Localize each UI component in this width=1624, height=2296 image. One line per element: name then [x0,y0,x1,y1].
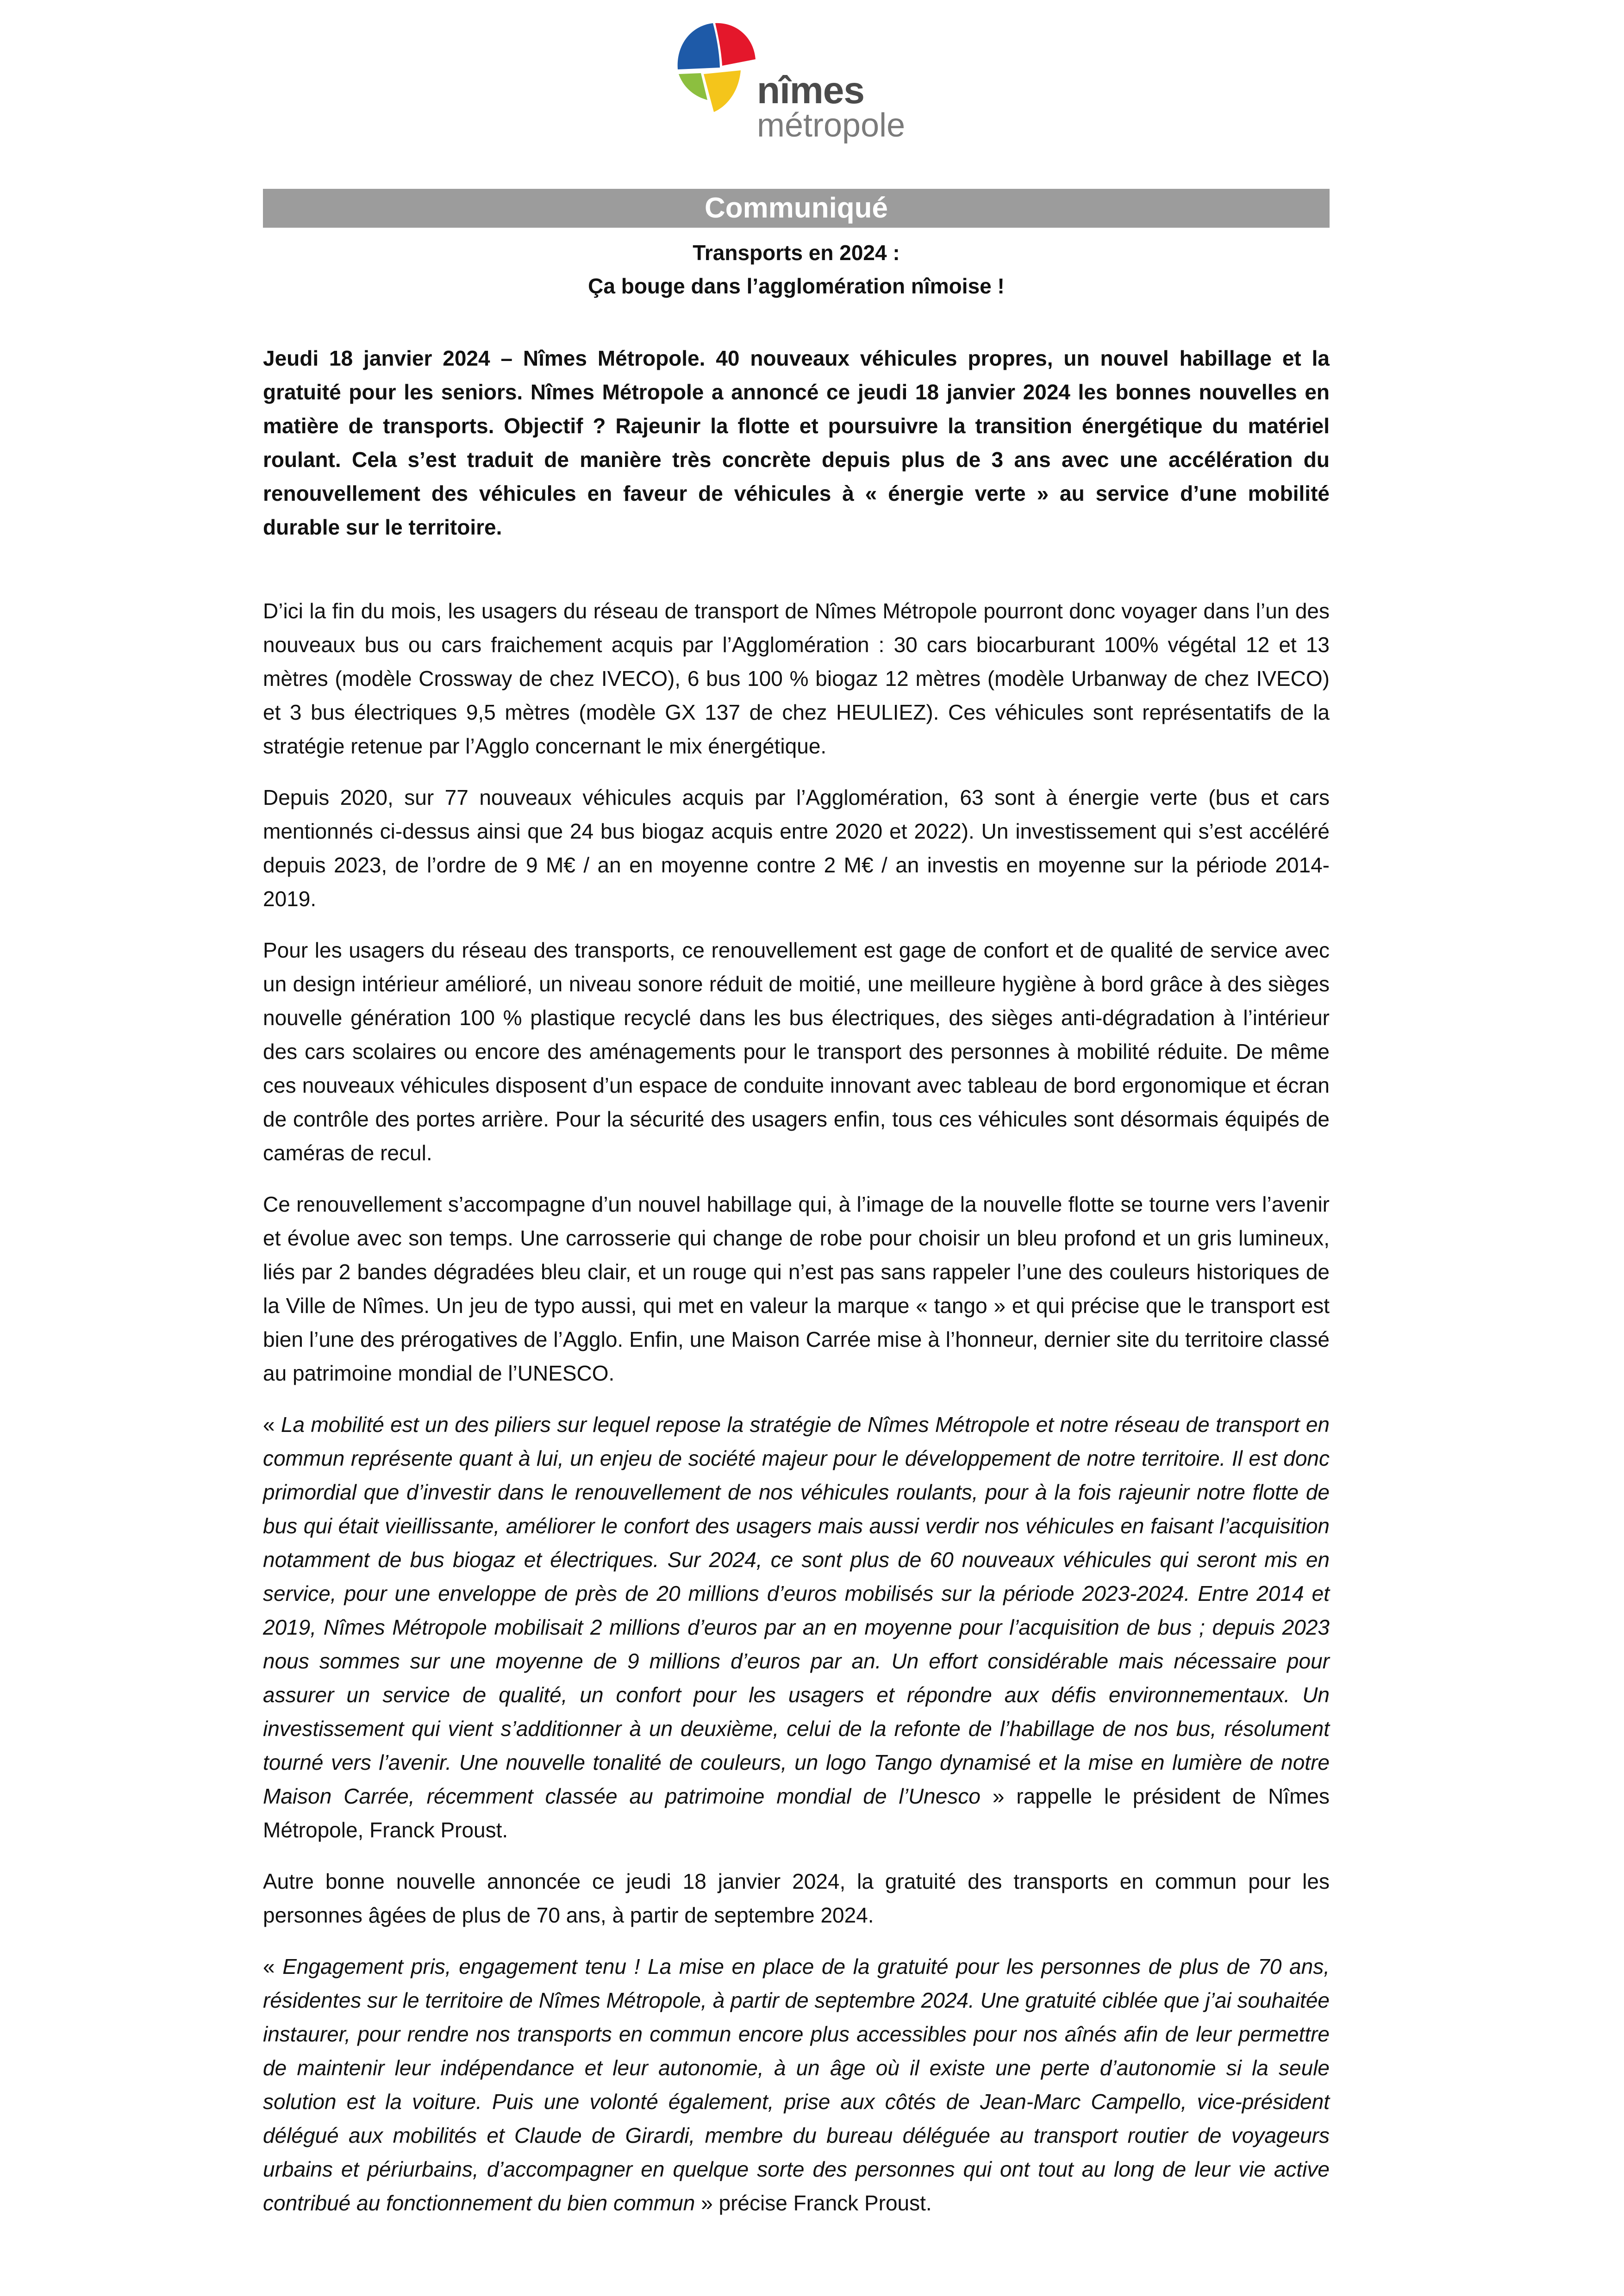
quote-mobility-text: La mobilité est un des piliers sur lequel repose la stratégie de Nîmes Métropole et notre réseau de transport en commun représente quant à lui, un enjeu de société majeur pour le développement de notre territoire. Il est donc primordial que d’investir dans le renouvellement de nos véhicules roulants, pour à la fois rajeunir notre flotte de bus qui était vieillissante, améliorer le confort des usagers mais aussi verdir nos véhicules en faisant l’acquisition notamment de bus biogaz et électriques. Sur 2024, ce sont plus de 60 nouveaux véhicules qui seront mis en service, pour une enveloppe de près de 20 millions d’euros mobilisés sur la période 2023-2024. Entre 2014 et 2019, Nîmes Métropole mobilisait 2 millions d’euros par an en moyenne pour l’acquisition de bus ; depuis 2023 nous sommes sur une moyenne de 9 millions d’euros par an. Un effort considérable mais nécessaire pour assurer un service de qualité, un confort pour les usagers et répondre aux défis environnementaux. Un investissement qui vient s’additionner à un deuxième, celui de la refonte de l’habillage de nos bus, résolument tourné vers l’avenir. Une nouvelle tonalité de couleurs, un logo Tango dynamisé et la mise en lumière de notre Maison Carrée, récemment classée au patrimoine mondial de l’Unesco [263,1412,1330,1808]
press-title [263,236,1330,303]
paragraph-new-livery: Ce renouvellement s’accompagne d’un nouvel habillage qui, à l’image de la nouvelle flotte se tourne vers l’avenir et évolue avec son temps. Une carrosserie qui change de robe pour choisir un bleu profond et un gris lumineux, liés par 2 bandes dégradées bleu clair, et un rouge qui n’est pas sans rappeler l’une des couleurs historiques de la Ville de Nîmes. Un jeu de typo aussi, qui met en valeur la marque « tango » et qui précise que le transport est bien l’une des prérogatives de l’Agglo. Enfin, une Maison Carrée mise à l’honneur, dernier site du territoire classé au patrimoine mondial de l’UNESCO. [263,1192,1330,1385]
press-body [263,342,1330,2238]
press-title-line2: Ça bouge dans l’agglomération nîmoise ! [588,274,1005,298]
quote-seniors-attribution: » précise Franck Proust. [695,2191,932,2215]
communique-banner: Communiqué [263,189,1330,228]
logo-sub: métropole [757,107,906,144]
paragraph-investment: Depuis 2020, sur 77 nouveaux véhicules acquis par l’Agglomération, 63 sont à énergie verte (bus et cars mentionnés ci-dessus ainsi que 24 bus biogaz acquis entre 2020 et 2022). Un investissement qui s’est accéléré depuis 2023, de l’ordre de 9 M€ / an en moyenne contre 2 M€ / an investis en moyenne sur la période 2014-2019. [263,785,1330,911]
quote-seniors-text: Engagement pris, engagement tenu ! La mise en place de la gratuité pour les personnes de plus de 70 ans, résidentes sur le territoire de Nîmes Métropole, à partir de septembre 2024. Une gratuité ciblée que j’ai souhaitée instaurer, pour rendre nos transports en commun encore plus accessibles pour nos aînés afin de leur permettre de maintenir leur indépendance et leur autonomie, à un âge où il existe une perte d’autonomie si la seule solution est la voiture. Puis une volonté également, prise aux côtés de Jean-Marc Campello, vice-président délégué aux mobilités et Claude de Girardi, membre du bureau déléguée au transport routier de voyageurs urbains et périurbains, d’accompagner en quelque sorte des personnes qui ont tout au long de leur vie active contribué au fonctionnement du bien commun [263,1954,1330,2215]
quote-mobility-attribution: » rappelle le président de Nîmes Métropole, Franck Proust. [263,1784,1330,1842]
logo-emblem-icon [671,14,759,130]
logo-word: nîmes [757,69,864,112]
lead-paragraph: Jeudi 18 janvier 2024 – Nîmes Métropole. 40 nouveaux véhicules propres, un nouvel habillage et la gratuité pour les seniors. Nîmes Métropole a annoncé ce jeudi 18 janvier 2024 les bonnes nouvelles en matière de transports. Objectif ? Rajeunir la flotte et poursuivre la transition énergétique du matériel roulant. Cela s’est traduit de manière très concrète depuis plus de 3 ans avec une accélération du renouvellement des véhicules en faveur de véhicules à « énergie verte » au service d’une mobilité durable sur le territoire. [263,346,1330,539]
paragraph-quote-mobility [263,1408,1330,1847]
quote-open: « [263,1954,283,1979]
quote-open: « [263,1412,281,1437]
paragraph-quote-seniors [263,1950,1330,2220]
paragraph-comfort: Pour les usagers du réseau des transports, ce renouvellement est gage de confort et de qualité de service avec un design intérieur amélioré, un niveau sonore réduit de moitié, une meilleure hygiène à bord grâce à des sièges nouvelle génération 100 % plastique recyclé dans les bus électriques, des sièges anti-dégradation à l’intérieur des cars scolaires ou encore des aménagements pour le transport des personnes à mobilité réduite. De même ces nouveaux véhicules disposent d’un espace de conduite innovant avec tableau de bord ergonomique et écran de contrôle des portes arrière. Pour la sécurité des usagers enfin, tous ces véhicules sont désormais équipés de caméras de recul. [263,938,1330,1165]
paragraph-new-vehicles: D’ici la fin du mois, les usagers du réseau de transport de Nîmes Métropole pourront donc voyager dans l’un des nouveaux bus ou cars fraichement acquis par l’Agglomération : 30 cars biocarburant 100% végétal 12 et 13 mètres (modèle Crossway de chez IVECO), 6 bus 100 % biogaz 12 mètres (modèle Urbanway de chez IVECO) et 3 bus électriques 9,5 mètres (modèle GX 137 de chez HEULIEZ). Ces véhicules sont représentatifs de la stratégie retenue par l’Agglo concernant le mix énergétique. [263,599,1330,758]
paragraph-free-transport: Autre bonne nouvelle annoncée ce jeudi 18 janvier 2024, la gratuité des transports en commun pour les personnes âgées de plus de 70 ans, à partir de septembre 2024. [263,1869,1330,1927]
press-title-line1: Transports en 2024 : [693,241,900,265]
nimes-metropole-logo [671,14,931,148]
